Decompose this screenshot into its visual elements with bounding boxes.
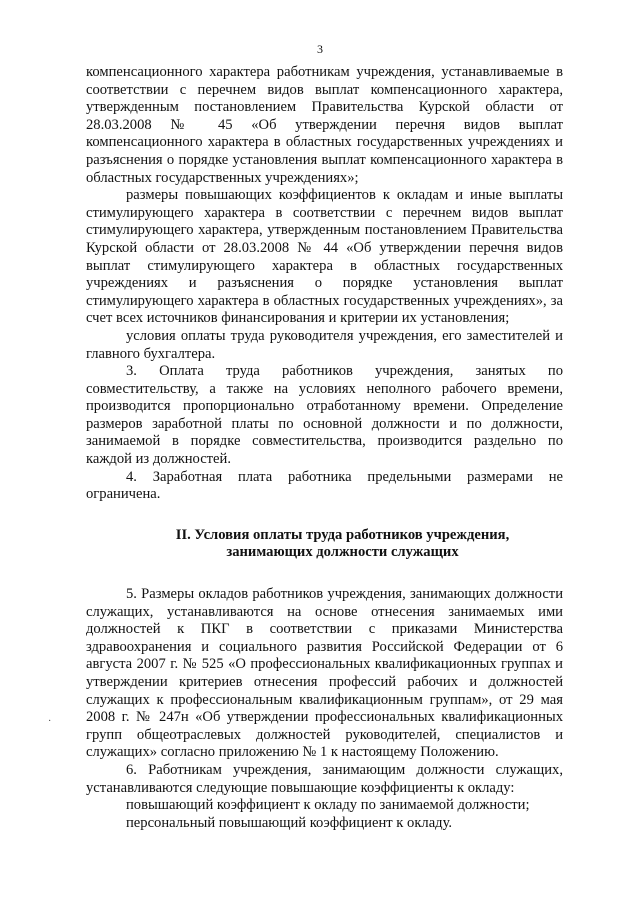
paragraph-6-coefficients: 6. Работникам учреждения, занимающим должности служащих, устанавливаются следующие повышающие коэффициенты к окладу:	[86, 761, 563, 796]
section-heading-line-1: II. Условия оплаты труда работников учреждения,	[175, 526, 510, 543]
section-heading	[86, 527, 563, 562]
paragraph-compensation-payments: компенсационного характера работникам учреждения, устанавливаемые в соответствии с перечнем видов выплат компенсационного характера, утвержденным постановлением Правительства Курской области от 28.03.2008 № 45 «Об утверждении перечня видов выплат компенсационного характера в областных государственных учреждениях и разъяснения о порядке установления выплат компенсационного характера в областных государственных учреждениях»;	[86, 64, 563, 186]
paragraph-3-part-time: 3. Оплата труда работников учреждения, занятых по совместительству, а также на условиях неполного рабочего времени, производится пропорционально отработанному времени. Определение размеров заработной платы по основной должности и по должности, занимаемой в порядке совместительства, производится раздельно по каждой из должностей.	[86, 363, 563, 468]
page-number: 3	[317, 42, 323, 56]
paragraph-4-salary-limit: 4. Заработная плата работника предельными размерами не ограничена.	[86, 468, 563, 503]
section-heading-line-2: занимающих должности служащих	[226, 544, 459, 561]
document-body	[86, 64, 563, 832]
paragraph-management-pay: условия оплаты труда руководителя учреждения, его заместителей и главного бухгалтера.	[86, 327, 563, 362]
paragraph-incentive-payments: размеры повышающих коэффициентов к окладам и иные выплаты стимулирующего характера в соответствии с перечнем видов выплат стимулирующего характера, утвержденным постановлением Правительства Курской области от 28.03.2008 № 44 «Об утверждении перечня видов выплат стимулирующего характера в областных государственных учреждениях и разъяснения о порядке установления выплат стимулирующего характера в областных государственных учреждениях», за счет всех источников финансирования и критерии их установления;	[86, 187, 563, 327]
list-item-personal-coefficient: персональный повышающий коэффициент к окладу.	[126, 814, 453, 831]
list-item-position-coefficient: повышающий коэффициент к окладу по занимаемой должности;	[126, 797, 530, 814]
paragraph-5-salary-sizes: 5. Размеры окладов работников учреждения, занимающих должности служащих, устанавливаются на основе отнесения занимаемых ими должностей к ПКГ в соответствии с приказами Министерства здравоохранения и социального развития Российской Федерации от 6 августа 2007 г. № 525 «О профессиональных квалификационных группах и утверждении критериев отнесения профессий рабочих и должностей служащих к профессиональным квалификационным группам», от 29 мая 2008 г. № 247н «Об утверждении профессиональных квалификационных групп общеотраслевых должностей руководителей, специалистов и служащих» согласно приложению № 1 к настоящему Положению.	[86, 586, 563, 761]
margin-mark: ·	[48, 716, 52, 727]
